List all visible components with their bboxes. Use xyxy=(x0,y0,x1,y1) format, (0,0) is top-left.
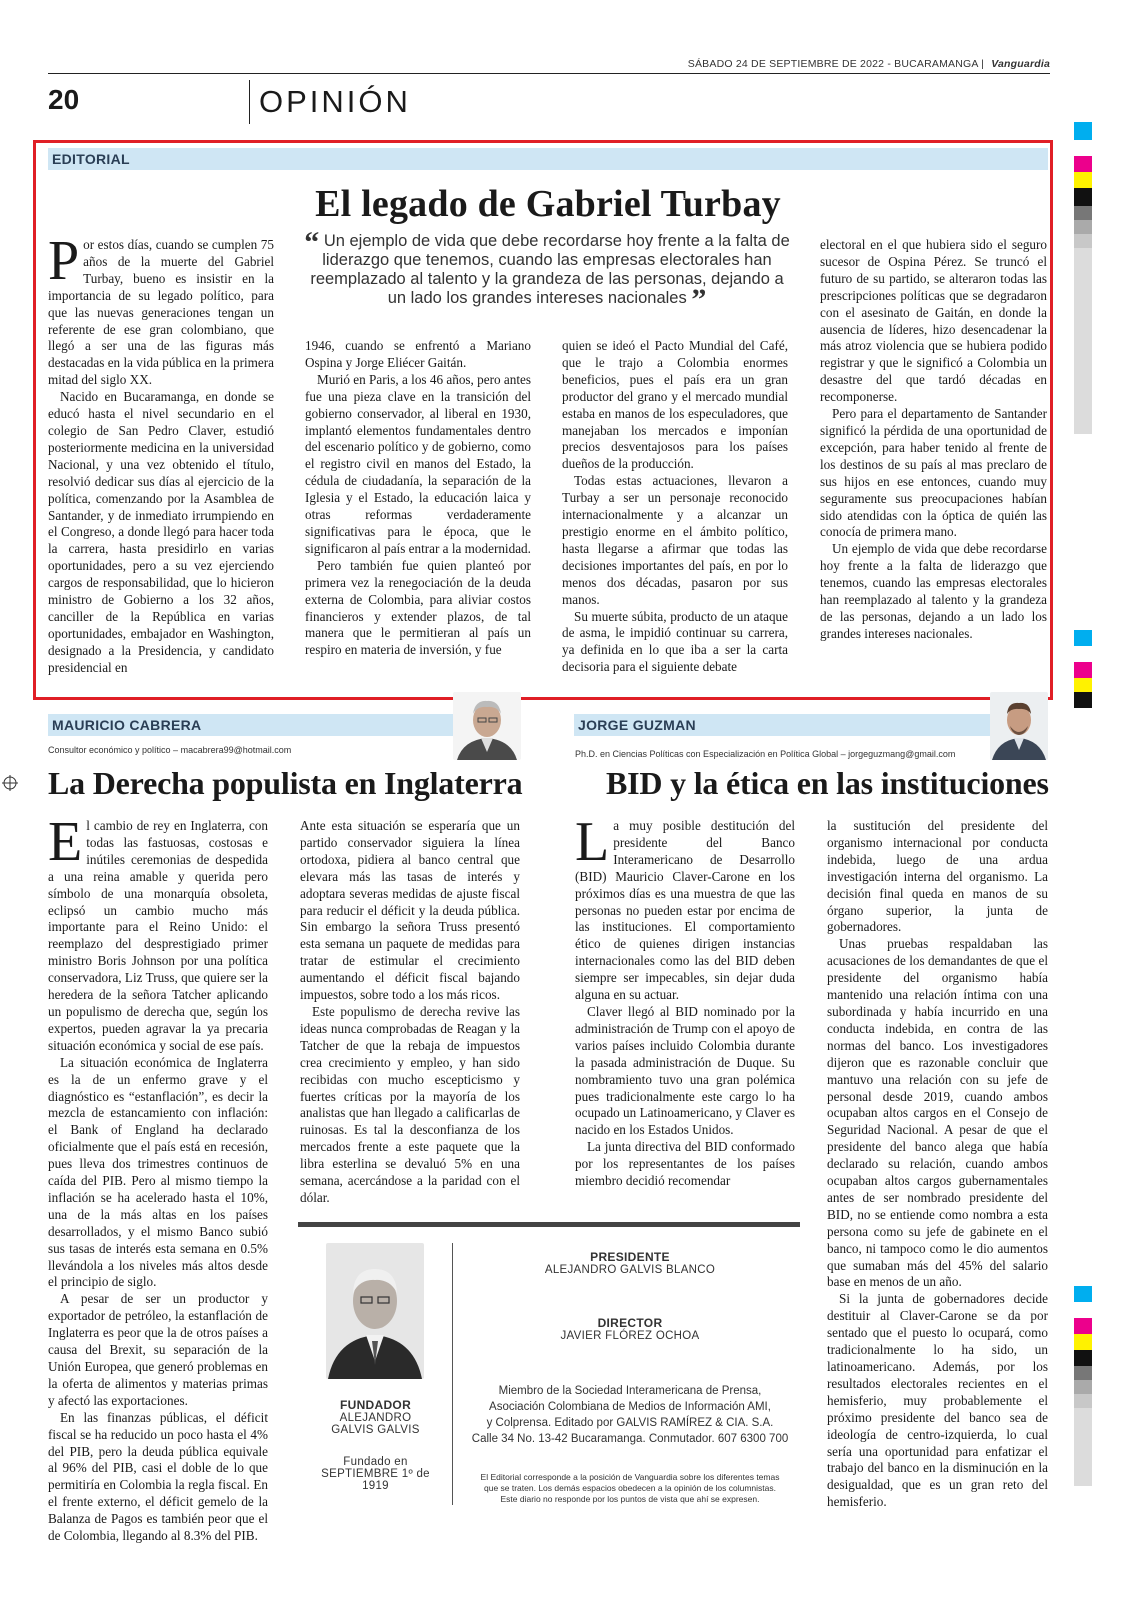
editorial-title: El legado de Gabriel Turbay xyxy=(315,183,781,225)
disclaimer-block: El Editorial corresponde a la posición de Vanguardia sobre los diferentes temas que se traten. Los demás espacios obedecen a la opinión de los columnistas. Este diario no responde por los puntos de vista que ahí se expresen. xyxy=(480,1472,780,1504)
author-photo-cabrera xyxy=(453,692,521,760)
editorial-pullquote: “ Un ejemplo de vida que debe recordarse hoy frente a la falta de liderazgo que tenemos, cuando las empresas electorales han reemplazado al talento y la grandeza de las personas, dejando a un lado los grandes intereses nacionales ” xyxy=(304,226,790,316)
founder-name-line1: ALEJANDRO xyxy=(339,1412,412,1424)
founded-line2: SEPTIEMBRE 1º de 1919 xyxy=(321,1468,430,1492)
membership-block: Miembro de la Sociedad Interamericana de Prensa, Asociación Colombiana de Medios de Información AMI, y Colprensa. Editado por GALVIS RAMÍREZ & CIA. S.A. Calle 34 No. 13-42 Bucaramanga. Conmutador. 607 6300 700 xyxy=(471,1385,789,1445)
article-left-column-2: Ante esta situación se esperaría que un partido conservador siguiera la línea ortodoxa, pidiera al banco central que elevara más las tasas de interés y adoptara severas medidas de ajuste fiscal para reducir el déficit y la deuda pública. Sin embargo la señora Truss presentó esta semana un paquete de medidas para tratar de estimular el crecimiento aumentando el déficit fiscal bajando impuestos, sobre todo a los más ricos. Este populismo de derecha revive las ideas nunca comprobadas de Reagan y la Tatcher de que la rebaja de impuestos crea crecimiento y empleo, y han sido recibidas con mucho escepticismo y fuertes críticas por la mayoría de los analistas que han llegado a calificarlas de ruinosas. Es tal la desconfianza de los mercados frente a este paquete que la libra esterlina se devaluó 5% en una semana, acercándose a la paridad con el dólar. xyxy=(300,818,520,1205)
top-rule xyxy=(48,73,1050,74)
director-block xyxy=(470,1316,790,1342)
page-number: 20 xyxy=(48,84,80,115)
dropcap: P xyxy=(48,230,80,292)
founded-line1: Fundado en xyxy=(343,1456,408,1468)
article-right-column-2: la sustitución del presidente del organismo internacional por conducta indebida, luego de una ardua investigación interna del organismo. La decisión final queda en manos de su órgano superior, la junta de gobernadores. Unas pruebas respaldaban las acusaciones de los demandantes de que el presidente del organismo había mantenido una relación íntima con una subordinada y había incurrido en una conducta indebida, en contra de las normas del banco. Los investigadores dijeron que es razonable concluir que mantuvo una relación con su jefe de personal desde 2019, cuando ambos ocupaban altos cargos en el Consejo de Seguridad Nacional. A pesar de que el presidente del banco alega que había declarado su relación, cuando ambos ocupaban altos cargos gubernamentales antes de ser nombrado presidente del BID, no se entiende como nombra a esta persona como su jefe de gabinete en el banco, ni tampoco como le dio aumentos que sumaban más del 45% del salario base en menos de un año. Si la junta de gobernadores decide destituir al Claver-Carone se da por sentado que el puesto lo ocupará, como tradicionalmente lo ha sido, un latinoamericano. Además, por los resultados electorales recientes en el hemisferio, muy probablemente el próximo presidente del banco sea de ideología de centro-izquierda, lo cual sería una oportunidad para enfatizar el trabajo del banco en la disminución en la desigualdad, que es un gran reto del hemisferio. xyxy=(827,818,1048,1510)
article-left-title: La Derecha populista en Inglaterra xyxy=(48,765,523,801)
dropcap: E xyxy=(48,811,83,873)
founder-label: FUNDADOR xyxy=(339,1398,412,1412)
editorial-column-1: Por estos días, cuando se cumplen 75 años de la muerte del Gabriel Turbay, bueno es insistir en la importancia de su legado político, para que las nuevas generaciones tengan un referente de ese gran colombiano, que llegó a ser una de las figuras más destacadas en la vida pública en la primera mitad del siglo XX. Nacido en Bucaramanga, en donde se educó hasta el nivel secundario en el colegio de San Pedro Claver, estudió posteriormente medicina en la universidad Nacional, y una vez obtenido el título, resolvió dedicar sus días al ejercicio de la política, comenzando por la Asamblea de Santander, y de inmediato irrumpiendo en el Congreso, a donde llegó para hacer toda la carrera, hasta presidirlo en varias oportunidades, pero a su vez ejerciendo cargos de responsabilidad, que lo hicieron ministro de Gobierno a los 32 años, canciller de la República en varias oportunidades, embajador en Washington, designado a la Presidencia, y candidato presidencial en xyxy=(48,230,274,675)
article-right-column-1: La muy posible destitución del presidente del Banco Interamericano de Desarrollo (BID) Mauricio Claver-Carone en los próximos días es una muestra de que las personas no pueden estar por encima de las instituciones. El comportamiento ético de quienes dirigen instancias internacionales como las del BID deben siempre ser impecables, sin dejar duda alguna en su actuar. Claver llegó al BID nominado por la administración de Trump con el apoyo de varios países incluido Colombia durante la pasada administración de Duque. Su nombramiento tuvo una gran polémica pues tradicionalmente este cargo lo ha ocupado un Latinoamericano, y Claver es nacido en los Estados Unidos. La junta directiva del BID conformado por los representantes de los países miembro decidió recomendar xyxy=(575,811,795,1189)
columnist-right-bio: Ph.D. en Ciencias Políticas con Especialización en Política Global – jorgeguzmang@gmail.com xyxy=(575,749,956,759)
columnist-left-name: MAURICIO CABRERA xyxy=(52,717,202,733)
editorial-column-3: quien se ideó el Pacto Mundial del Café, que le trajo a Colombia enormes beneficios, pues el país era un gran productor del grano y el mercado mundial estaba en manos de los especuladores, que manejaban los mercados e imponían precios desventajosos para los países dueños de la producción. Todas estas actuaciones, llevaron a Turbay a ser un personaje reconocido internacionalmente y a alcanzar un prestigio enorme en el ámbito político, hasta llegarse a afirmar que todas las decisiones importantes del país, en por lo menos dos décadas, pasaron por sus manos. Su muerte súbita, producto de un ataque de asma, le impidió continuar su carrera, ya definida en lo que iba a ser la carta decisoria para el siguiente debate xyxy=(562,338,788,675)
editorial-label: EDITORIAL xyxy=(52,151,130,167)
director-label: DIRECTOR xyxy=(597,1316,663,1330)
author-photo-guzman xyxy=(990,692,1048,760)
founder-name-line2: GALVIS GALVIS xyxy=(331,1424,420,1436)
founder-block xyxy=(318,1398,433,1492)
dropcap: L xyxy=(575,811,610,873)
section-divider xyxy=(249,80,250,124)
article-right-title: BID y la ética en las instituciones xyxy=(606,765,1049,801)
masthead-rule xyxy=(298,1222,800,1227)
columnist-left-bio: Consultor económico y político – macabrera99@hotmail.com xyxy=(48,745,292,755)
president-name: ALEJANDRO GALVIS BLANCO xyxy=(544,1264,716,1276)
open-quote-icon: “ xyxy=(304,226,320,259)
close-quote-icon: ” xyxy=(691,283,707,316)
president-label: PRESIDENTE xyxy=(590,1250,670,1264)
founder-portrait xyxy=(326,1243,424,1379)
dateline: SÁBADO 24 DE SEPTIEMBRE DE 2022 - BUCARAMANGA | Vanguardia xyxy=(687,58,1050,70)
columnist-right-name: JORGE GUZMAN xyxy=(578,717,696,733)
editorial-column-2: 1946, cuando se enfrentó a Mariano Ospina y Jorge Eliécer Gaitán. Murió en Paris, a los 46 años, pero antes fue una pieza clave en la transición del gobierno conservador, al liberal en 1930, implantó elementos fundamentales dentro del escenario político y de gobierno, como el registro civil en manos del Estado, la cédula de ciudadanía, la separación de la Iglesia y el Estado, la educación laica y otras reformas verdaderamente significativas para le época, que le significaron al país entrar a la modernidad. Pero también fue quien planteó por primera vez la renegociación de la deuda externa de Colombia, para aliviar costos financieros y extender plazos, de tal manera que le permitieran al país un respiro en materia de inversión, y fue xyxy=(305,338,531,658)
registration-mark-icon xyxy=(2,775,18,791)
section-name: OPINIÓN xyxy=(259,84,411,119)
editorial-column-4: electoral en el que hubiera sido el seguro sucesor de Ospina Pérez. Se truncó el futuro de su partido, se alteraron todas las prescripciones políticas que se degradaron con el asesinato de Gaitán, en donde la ausencia de líderes, hizo desencadenar la más atroz violencia que se hubiera podido registrar y que le significó a Colombia un desastre del que tardó décadas en recomponerse. Pero para el departamento de Santander significó la pérdida de una oportunidad de excepción, para haber tenido al frente de los destinos de su país al mas preclaro de sus hijos en ese entonces, cuando muy seguramente sus preocupaciones habían sido atendidas con la óptica de quién las conocía de primera mano. Un ejemplo de vida que debe recordarse hoy frente a la falta de liderazgo que tenemos, cuando las empresas electorales han reemplazado al talento y la grandeza de las personas, dejando a un lado los grandes intereses nacionales. xyxy=(820,237,1047,641)
brand-logo: Vanguardia xyxy=(991,58,1050,70)
director-name: JAVIER FLÓREZ OCHOA xyxy=(560,1330,700,1342)
masthead-divider xyxy=(452,1243,453,1505)
president-block xyxy=(470,1250,790,1276)
editorial-label-band xyxy=(48,148,1048,170)
article-left-column-1: El cambio de rey en Inglaterra, con todas las fastuosas, costosas e inútiles ceremonias de despedida a una reina amable y querida pero símbolo de una monarquía obsoleta, eclipsó un cambio mucho más importante para el Reino Unido: el reemplazo del desprestigiado primer ministro Boris Johnson por una política conservadora, Liz Truss, que quiere ser la heredera de la señora Tatcher aplicando un populismo de derecha que, según los expertos, pueden agravar la ya precaria situación económica y social de ese país. La situación económica de Inglaterra es la de un enfermo grave y el diagnóstico es “estanflación”, es decir la mezcla de estancamiento con inflación: el Bank of England ha declarado oficialmente que el país está en recesión, pues lleva dos trimestres continuos de caída del PIB. Pero al mismo tiempo la inflación se ha acelerado hasta el 10%, una de la más altas en los países desarrollados, y el mismo Banco subió sus tasas de interés esta semana en 0.5% llevándola a los niveles más altos desde el principio de siglo. A pesar de ser un productor y exportador de petróleo, la estanflación de Inglaterra es peor que la de otros países a causa del Brexit, su separación de la Unión Europea, que generó problemas en la oferta de alimentos y materias primas y afectó las exportaciones. En las finanzas públicas, el déficit fiscal se ha reducido un poco hasta el 4% del PIB, pero la deuda pública equivale al 96% del PIB, casi el doble de lo que permitiría en Colombia la regla fiscal. En el frente externo, el déficit gemelo de la Balanza de Pagos es también peor que el de Colombia, llegando al 8.3% del PIB. xyxy=(48,811,268,1544)
